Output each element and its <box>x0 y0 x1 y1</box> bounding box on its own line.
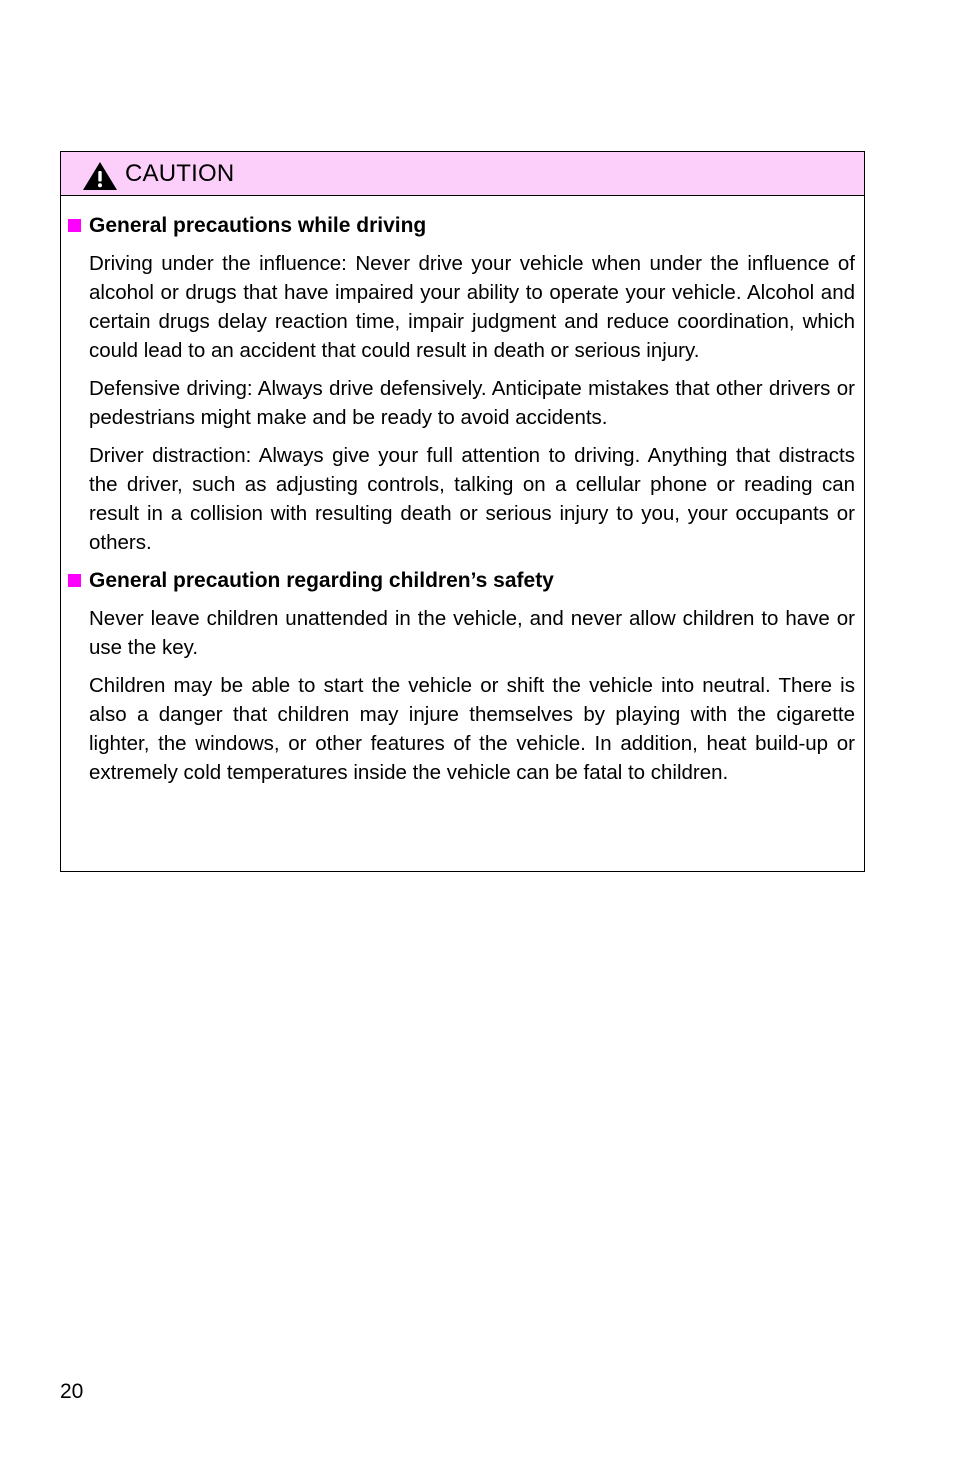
warning-triangle-icon <box>82 161 118 191</box>
caution-title: CAUTION <box>125 159 235 187</box>
section-heading-text: General precaution regarding children’s safety <box>89 569 554 592</box>
paragraph-children-unattended: Never leave children unattended in the vehicle, and never allow children to have or use the key. <box>89 607 855 659</box>
page-number: 20 <box>60 1380 84 1403</box>
paragraph-children-danger: Children may be able to start the vehicle or shift the vehicle into neutral. There is also a danger that children may injure themselves by playing with the cigarette lighter, the windows, or other features of the vehicle. In addition, heat build-up or extremely cold temperatures inside the vehicle can be fatal to children. <box>89 674 855 784</box>
caution-box <box>60 151 865 872</box>
section-heading-driving <box>68 211 855 240</box>
caution-header <box>61 152 864 196</box>
paragraph-driving-influence: Driving under the influence: Never drive your vehicle when under the influence of alcohol or drugs that have impaired your ability to operate your vehicle. Alcohol and certain drugs delay reaction time, impair judgment and reduce coordination, which could lead to an accident that could result in death or serious injury. <box>89 252 855 362</box>
square-bullet-icon <box>68 219 81 232</box>
section-heading-children <box>68 566 855 595</box>
caution-body <box>61 196 864 787</box>
section-heading-text: General precautions while driving <box>89 214 427 237</box>
paragraph-defensive-driving: Defensive driving: Always drive defensively. Anticipate mistakes that other drivers or pedestrians might make and be ready to avoid accidents. <box>89 377 855 429</box>
square-bullet-icon <box>68 574 81 587</box>
paragraph-driver-distraction: Driver distraction: Always give your full attention to driving. Anything that distracts the driver, such as adjusting controls, talking on a cellular phone or reading can result in a collision with resulting death or serious injury to you, your occupants or others. <box>89 444 855 554</box>
